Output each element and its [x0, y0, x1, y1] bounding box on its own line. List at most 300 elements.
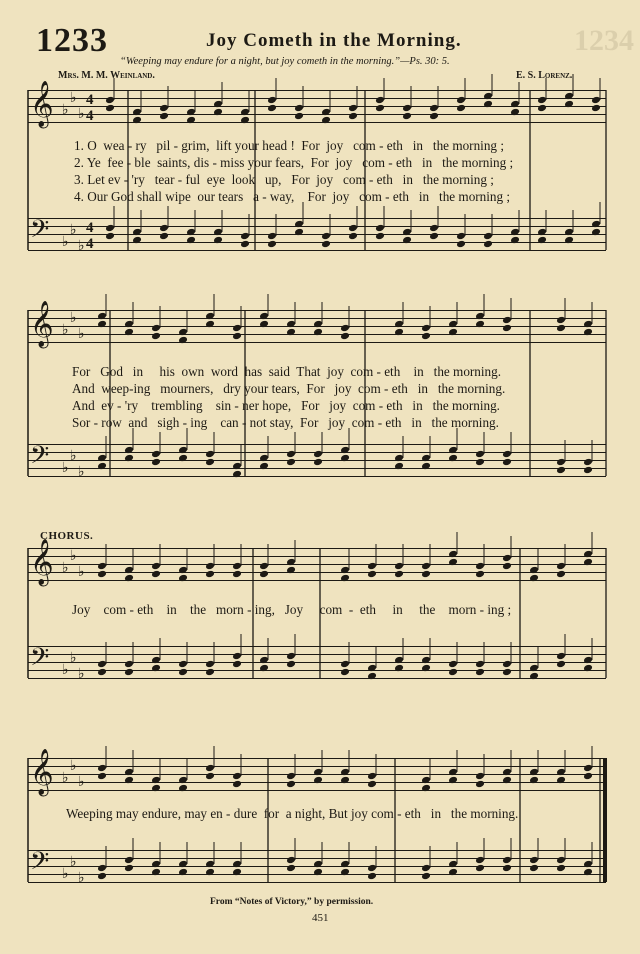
notehead [529, 768, 539, 777]
notehead [537, 236, 547, 245]
notehead [448, 660, 458, 669]
notehead [178, 660, 188, 669]
notehead [402, 228, 412, 237]
final-bar-line [603, 758, 607, 882]
notehead [97, 462, 107, 471]
verse-4-line-a: 4. Our God shall wipe our tears a - way, For joy com - eth in the morning ; [74, 189, 511, 204]
notehead [340, 860, 350, 869]
notehead [124, 856, 134, 865]
notehead [402, 236, 412, 245]
notehead [367, 864, 377, 873]
notehead [232, 660, 242, 669]
notehead [159, 224, 169, 233]
notehead [448, 776, 458, 785]
notehead [240, 116, 250, 125]
notehead [294, 104, 304, 113]
flat-icon: ♭ [78, 870, 85, 886]
notehead [367, 772, 377, 781]
notehead [151, 450, 161, 459]
notehead [267, 240, 277, 249]
notehead [205, 868, 215, 877]
treble-clef-icon: 𝄞 [30, 81, 54, 127]
notehead [259, 664, 269, 673]
notehead [286, 780, 296, 789]
notehead [421, 664, 431, 673]
notehead [367, 570, 377, 579]
notehead [97, 570, 107, 579]
notehead [340, 574, 350, 583]
notehead [313, 868, 323, 877]
flat-icon: ♭ [78, 774, 85, 790]
notehead [421, 454, 431, 463]
flat-icon: ♭ [78, 666, 85, 682]
scripture-epigraph: “Weeping may endure for a night, but joy cometh in the morning.”—Ps. 30: 5. [120, 56, 450, 67]
notehead [529, 672, 539, 681]
notehead [556, 458, 566, 467]
notehead [321, 240, 331, 249]
notehead [97, 454, 107, 463]
notehead [97, 764, 107, 773]
notehead [583, 558, 593, 567]
notehead [213, 100, 223, 109]
notehead [205, 312, 215, 321]
notehead [124, 776, 134, 785]
notehead [232, 652, 242, 661]
notehead [448, 320, 458, 329]
notehead [564, 100, 574, 109]
notehead [294, 112, 304, 121]
notehead [240, 108, 250, 117]
notehead [259, 656, 269, 665]
notehead [259, 312, 269, 321]
notehead [97, 660, 107, 669]
notehead [313, 458, 323, 467]
time-signature: 4 [86, 92, 94, 108]
notehead [502, 458, 512, 467]
notehead [340, 454, 350, 463]
notehead [151, 332, 161, 341]
notehead [529, 566, 539, 575]
notehead [348, 224, 358, 233]
notehead [321, 108, 331, 117]
notehead [232, 860, 242, 869]
notehead [375, 104, 385, 113]
flat-icon: ♭ [70, 758, 77, 774]
notehead [205, 660, 215, 669]
notehead [186, 236, 196, 245]
notehead [421, 776, 431, 785]
notehead [124, 446, 134, 455]
flat-icon: ♭ [62, 322, 69, 338]
notehead [105, 96, 115, 105]
notehead [151, 562, 161, 571]
notehead [178, 860, 188, 869]
flat-icon: ♭ [78, 326, 85, 342]
notehead [475, 856, 485, 865]
notehead [556, 856, 566, 865]
notehead [583, 458, 593, 467]
flat-icon: ♭ [78, 564, 85, 580]
notehead [340, 324, 350, 333]
flat-icon: ♭ [70, 548, 77, 564]
bass-clef-icon: 𝄢 [30, 847, 50, 882]
notehead [510, 108, 520, 117]
notehead [151, 664, 161, 673]
notehead [367, 872, 377, 881]
notehead [556, 660, 566, 669]
notehead [556, 864, 566, 873]
flat-icon: ♭ [62, 560, 69, 576]
notehead [286, 450, 296, 459]
notehead [286, 652, 296, 661]
notehead [151, 570, 161, 579]
notehead [556, 466, 566, 475]
notehead [529, 864, 539, 873]
notehead [556, 562, 566, 571]
notehead [205, 668, 215, 677]
notehead [583, 664, 593, 673]
notehead [583, 656, 593, 665]
notehead [583, 764, 593, 773]
notehead [97, 562, 107, 571]
notehead [583, 860, 593, 869]
notehead [294, 220, 304, 229]
notehead [267, 104, 277, 113]
notehead [421, 656, 431, 665]
notehead [556, 652, 566, 661]
notehead [178, 776, 188, 785]
notehead [475, 668, 485, 677]
notehead [502, 324, 512, 333]
notehead [394, 454, 404, 463]
notehead [232, 324, 242, 333]
notehead [151, 868, 161, 877]
notehead [132, 108, 142, 117]
notehead [402, 104, 412, 113]
notehead [502, 660, 512, 669]
notehead [583, 868, 593, 877]
notehead [583, 466, 593, 475]
notehead [475, 864, 485, 873]
notehead [367, 562, 377, 571]
composer-credit: E. S. Lorenz. [516, 70, 573, 81]
notehead [159, 232, 169, 241]
notehead [394, 664, 404, 673]
chorus-lyric-2: Weeping may endure, may en - dure for a night, But joy com - eth in the morning. [66, 806, 519, 821]
notehead [340, 332, 350, 341]
notehead [375, 232, 385, 241]
notehead [448, 550, 458, 559]
notehead [394, 320, 404, 329]
notehead [448, 328, 458, 337]
notehead [340, 446, 350, 455]
lyricist-credit: Mrs. M. M. Weinland. [58, 70, 155, 81]
notehead [313, 450, 323, 459]
notehead [502, 864, 512, 873]
notehead [429, 104, 439, 113]
notehead [313, 328, 323, 337]
notehead [178, 668, 188, 677]
notehead [105, 104, 115, 113]
notehead [232, 562, 242, 571]
notehead [213, 236, 223, 245]
page-number: 451 [312, 912, 329, 924]
notehead [510, 228, 520, 237]
notehead [394, 462, 404, 471]
notehead [394, 562, 404, 571]
notehead [367, 672, 377, 681]
notehead [448, 668, 458, 677]
notehead [475, 660, 485, 669]
notehead [475, 562, 485, 571]
notehead [421, 872, 431, 881]
notehead [124, 864, 134, 873]
notehead [537, 96, 547, 105]
notehead [537, 228, 547, 237]
notehead [556, 324, 566, 333]
notehead [502, 450, 512, 459]
notehead [267, 232, 277, 241]
notehead [429, 224, 439, 233]
notehead [151, 324, 161, 333]
notehead [556, 570, 566, 579]
notehead [367, 780, 377, 789]
notehead [286, 458, 296, 467]
notehead [564, 228, 574, 237]
notehead [124, 660, 134, 669]
notehead [124, 454, 134, 463]
notehead [205, 860, 215, 869]
notehead [502, 856, 512, 865]
notehead [240, 232, 250, 241]
notehead [97, 864, 107, 873]
notehead [213, 108, 223, 117]
notehead [448, 860, 458, 869]
notehead [502, 316, 512, 325]
notehead [178, 574, 188, 583]
notehead [124, 328, 134, 337]
notehead [124, 768, 134, 777]
notehead [502, 668, 512, 677]
notehead [97, 668, 107, 677]
notehead [313, 860, 323, 869]
notehead [232, 470, 242, 479]
notehead [340, 566, 350, 575]
notehead [583, 550, 593, 559]
notehead [340, 868, 350, 877]
notehead [591, 220, 601, 229]
notehead [132, 116, 142, 125]
notehead [475, 570, 485, 579]
notehead [159, 112, 169, 121]
notehead [448, 446, 458, 455]
notehead [286, 856, 296, 865]
notehead [375, 96, 385, 105]
notehead [259, 570, 269, 579]
notehead [475, 772, 485, 781]
notehead [178, 868, 188, 877]
flat-icon: ♭ [78, 106, 85, 122]
notehead [421, 462, 431, 471]
notehead [286, 558, 296, 567]
notehead [502, 554, 512, 563]
notehead [394, 328, 404, 337]
notehead [367, 664, 377, 673]
notehead [151, 458, 161, 467]
notehead [340, 660, 350, 669]
time-signature: 4 [86, 220, 94, 236]
verse-2-line-a: 2. Ye fee - ble saints, dis - miss your fears, For joy com - eth in the morning ; [74, 155, 514, 170]
notehead [178, 784, 188, 793]
notehead [151, 860, 161, 869]
chorus-label: CHORUS. [40, 530, 94, 542]
notehead [456, 96, 466, 105]
notehead [475, 458, 485, 467]
notehead [375, 224, 385, 233]
verse-1-line-b: For God in his own word has said That joy com - eth in the morning. [72, 364, 502, 379]
notehead [421, 332, 431, 341]
source-credit: From “Notes of Victory,” by permission. [210, 897, 374, 907]
notehead [178, 566, 188, 575]
notehead [475, 312, 485, 321]
notehead [259, 462, 269, 471]
notehead [151, 656, 161, 665]
verse-1-line-a: 1. O wea - ry pil - grim, lift your head ! For joy com - eth in the morning ; [74, 138, 504, 153]
notehead [178, 446, 188, 455]
notehead [294, 228, 304, 237]
notehead [475, 450, 485, 459]
notehead [456, 240, 466, 249]
notehead [583, 328, 593, 337]
notehead [124, 566, 134, 575]
notehead [213, 228, 223, 237]
notehead [529, 856, 539, 865]
notehead [591, 228, 601, 237]
flat-icon: ♭ [70, 222, 77, 238]
notehead [124, 574, 134, 583]
notehead [286, 328, 296, 337]
notehead [448, 454, 458, 463]
notehead [421, 864, 431, 873]
notehead [259, 454, 269, 463]
notehead [205, 562, 215, 571]
notehead [232, 332, 242, 341]
notehead [186, 108, 196, 117]
time-signature: 4 [86, 236, 94, 252]
notehead [429, 232, 439, 241]
notehead [556, 316, 566, 325]
flat-icon: ♭ [70, 448, 77, 464]
notehead [456, 232, 466, 241]
notehead [97, 320, 107, 329]
notehead [205, 458, 215, 467]
notehead [340, 776, 350, 785]
notehead [591, 104, 601, 113]
notehead [583, 320, 593, 329]
notehead [502, 562, 512, 571]
time-signature: 4 [86, 108, 94, 124]
notehead [483, 240, 493, 249]
notehead [321, 116, 331, 125]
notehead [564, 236, 574, 245]
notehead [232, 570, 242, 579]
bass-clef-icon: 𝄢 [30, 643, 50, 678]
notehead [529, 776, 539, 785]
notehead [483, 232, 493, 241]
notehead [151, 776, 161, 785]
notehead [537, 104, 547, 113]
notehead [448, 868, 458, 877]
notehead [240, 240, 250, 249]
notehead [286, 566, 296, 575]
notehead [105, 224, 115, 233]
notehead [394, 570, 404, 579]
notehead [313, 768, 323, 777]
notehead [313, 320, 323, 329]
flat-icon: ♭ [70, 90, 77, 106]
notehead [475, 320, 485, 329]
flat-icon: ♭ [70, 854, 77, 870]
notehead [205, 570, 215, 579]
verse-3-line-a: 3. Let ev - 'ry tear - ful eye look up, For joy com - eth in the morning ; [74, 172, 494, 187]
notehead [483, 100, 493, 109]
notehead [591, 96, 601, 105]
notehead [124, 320, 134, 329]
notehead [529, 664, 539, 673]
notehead [564, 92, 574, 101]
chorus-lyric-1: Joy com - eth in the morn - ing, Joy com - eth in the morn - ing ; [72, 602, 512, 617]
notehead [340, 768, 350, 777]
flat-icon: ♭ [62, 770, 69, 786]
bass-clef-icon: 𝄢 [30, 441, 50, 476]
notehead [159, 104, 169, 113]
notehead [348, 232, 358, 241]
notehead [402, 112, 412, 121]
notehead [456, 104, 466, 113]
notehead [97, 312, 107, 321]
notehead [421, 324, 431, 333]
notehead [124, 668, 134, 677]
notehead [421, 784, 431, 793]
notehead [556, 768, 566, 777]
notehead [529, 574, 539, 583]
flat-icon: ♭ [62, 234, 69, 250]
flat-icon: ♭ [78, 238, 85, 254]
notehead [186, 116, 196, 125]
notehead [483, 92, 493, 101]
notehead [286, 320, 296, 329]
bass-clef-icon: 𝄢 [30, 215, 50, 250]
verse-4-line-b: Sor - row and sigh - ing can - not stay, For joy com - eth in the morning. [72, 415, 499, 430]
notehead [132, 236, 142, 245]
notehead [205, 772, 215, 781]
notehead [132, 228, 142, 237]
notehead [97, 872, 107, 881]
notehead [151, 784, 161, 793]
notehead [267, 96, 277, 105]
notehead [232, 772, 242, 781]
notehead [286, 660, 296, 669]
notehead [259, 320, 269, 329]
notehead [205, 450, 215, 459]
notehead [286, 772, 296, 781]
treble-clef-icon: 𝄞 [30, 539, 54, 585]
notehead [421, 570, 431, 579]
flat-icon: ♭ [62, 866, 69, 882]
notehead [348, 104, 358, 113]
treble-clef-icon: 𝄞 [30, 749, 54, 795]
notehead [348, 112, 358, 121]
